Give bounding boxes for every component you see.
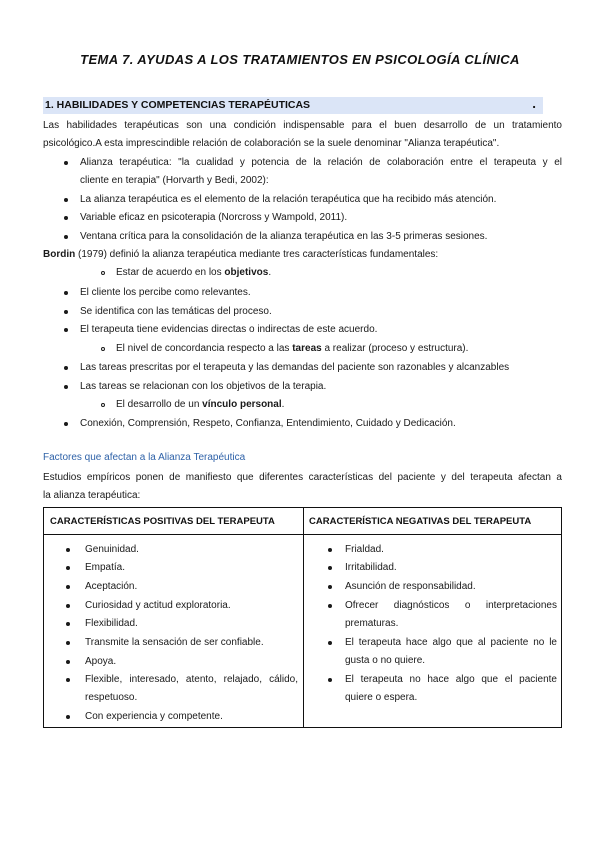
- negative-item-continuation: prematuras.: [345, 618, 399, 629]
- bullet-tematicas: Se identifica con las temáticas del proceso.: [80, 306, 272, 317]
- bullet-tareas-objetivos: Las tareas se relacionan con los objetivos de la terapia.: [80, 381, 327, 392]
- bullet-marker: [64, 291, 68, 295]
- bullet-marker: [64, 198, 68, 202]
- table-bullet-marker: [66, 641, 70, 645]
- therapist-characteristics-table: [43, 507, 562, 728]
- bullet-marker: [64, 385, 68, 389]
- bullet-variable-eficaz: Variable eficaz en psicoterapia (Norcross y Wampold, 2011).: [80, 212, 348, 223]
- table-header-positive: CARACTERÍSTICAS POSITIVAS DEL TERAPEUTA: [50, 516, 275, 527]
- positive-item: Flexibilidad.: [85, 618, 138, 629]
- section-heading-dot: .: [532, 98, 537, 111]
- table-header-divider: [44, 534, 561, 535]
- table-bullet-marker: [66, 585, 70, 589]
- table-header-negative: CARACTERÍSTICA NEGATIVAS DEL TERAPEUTA: [309, 516, 532, 527]
- positive-item: Curiosidad y actitud exploratoria.: [85, 600, 231, 611]
- positive-item: Transmite la sensación de ser confiable.: [85, 637, 264, 648]
- table-bullet-marker: [328, 604, 332, 608]
- negative-item-continuation: quiere o espera.: [345, 692, 418, 703]
- bullet-evidencias: El terapeuta tiene evidencias directas o indirectas de este acuerdo.: [80, 324, 378, 335]
- page-title: TEMA 7. AYUDAS A LOS TRATAMIENTOS EN PSICOLOGÍA CLÍNICA: [80, 52, 520, 67]
- table-column-divider: [303, 508, 304, 727]
- table-bullet-marker: [66, 604, 70, 608]
- sub-bullet-vinculo: El desarrollo de un vínculo personal.: [116, 399, 285, 410]
- table-bullet-marker: [328, 678, 332, 682]
- sub-bullet-marker: [101, 271, 105, 275]
- positive-item-continuation: respetuoso.: [85, 692, 138, 703]
- bullet-relevantes: El cliente los percibe como relevantes.: [80, 287, 251, 298]
- table-bullet-marker: [66, 566, 70, 570]
- bordin-paragraph: [43, 249, 438, 261]
- negative-item: El terapeuta hace algo que al paciente no le: [345, 637, 557, 648]
- bordin-name: Bordin: [43, 249, 76, 260]
- section-heading: 1. HABILIDADES Y COMPETENCIAS TERAPÉUTICAS: [45, 99, 311, 111]
- negative-item: Irritabilidad.: [345, 562, 397, 573]
- table-bullet-marker: [66, 715, 70, 719]
- positive-item: Apoya.: [85, 656, 117, 667]
- bordin-text: (1979) definió la alianza terapéutica mediante tres características fundamentales:: [75, 249, 439, 260]
- table-bullet-marker: [328, 641, 332, 645]
- bullet-tareas-prescritas: Las tareas prescritas por el terapeuta y las demandas del paciente son razonables y alcanzables: [80, 362, 510, 373]
- bullet-marker: [64, 310, 68, 314]
- negative-item: Asunción de responsabilidad.: [345, 581, 476, 592]
- positive-item: Empatía.: [85, 562, 126, 573]
- bullet-marker: [64, 422, 68, 426]
- positive-item: Con experiencia y competente.: [85, 711, 223, 722]
- positive-item: Aceptación.: [85, 581, 138, 592]
- negative-item: Ofrecer diagnósticos o interpretaciones: [345, 600, 557, 611]
- table-bullet-marker: [328, 566, 332, 570]
- intro-line-2: psicológico.A esta imprescindible relación de colaboración se la suele denominar "Alianza terapéutica".: [43, 138, 500, 149]
- bullet-marker: [64, 161, 68, 165]
- table-bullet-marker: [328, 548, 332, 552]
- bullet-atencion: La alianza terapéutica es el elemento de la relación terapéutica que ha recibido más atención.: [80, 194, 497, 205]
- bullet-marker: [64, 328, 68, 332]
- bullet-marker: [64, 366, 68, 370]
- table-bullet-marker: [66, 548, 70, 552]
- table-bullet-marker: [328, 585, 332, 589]
- table-bullet-marker: [66, 678, 70, 682]
- bullet-conexion: Conexión, Comprensión, Respeto, Confianza, Entendimiento, Cuidado y Dedicación.: [80, 418, 456, 429]
- positive-item: Flexible, interesado, atento, relajado, cálido,: [85, 674, 298, 685]
- positive-item: Genuinidad.: [85, 544, 139, 555]
- factors-intro-line-2: la alianza terapéutica:: [43, 490, 141, 501]
- factors-intro-line-1: Estudios empíricos ponen de manifiesto que diferentes características del paciente y del terapeuta afectan a: [43, 472, 562, 483]
- bullet-alianza-line-2: cliente en terapia" (Horvarth y Bedi, 2002):: [80, 175, 269, 186]
- bullet-alianza-line-1: Alianza terapéutica: "la cualidad y potencia de la relación de colaboración entre el terapeuta y el: [80, 157, 562, 168]
- sub-bullet-marker: [101, 403, 105, 407]
- bullet-ventana-critica: Ventana crítica para la consolidación de la alianza terapéutica en las 3-5 primeras sesiones.: [80, 231, 488, 242]
- sub-bullet-marker: [101, 347, 105, 351]
- bullet-marker: [64, 235, 68, 239]
- negative-item: Frialdad.: [345, 544, 384, 555]
- intro-line-1: Las habilidades terapéuticas son una condición indispensable para el buen desarrollo de un tratamiento: [43, 120, 562, 131]
- table-bullet-marker: [66, 660, 70, 664]
- table-bullet-marker: [66, 622, 70, 626]
- sub-bullet-tareas: El nivel de concordancia respecto a las tareas a realizar (proceso y estructura).: [116, 343, 469, 354]
- factors-heading: Factores que afectan a la Alianza Terapéutica: [43, 452, 246, 463]
- negative-item: El terapeuta no hace algo que el paciente: [345, 674, 557, 685]
- negative-item-continuation: gusta o no quiere.: [345, 655, 426, 666]
- sub-bullet-objetivos: Estar de acuerdo en los objetivos.: [116, 267, 272, 278]
- bullet-marker: [64, 216, 68, 220]
